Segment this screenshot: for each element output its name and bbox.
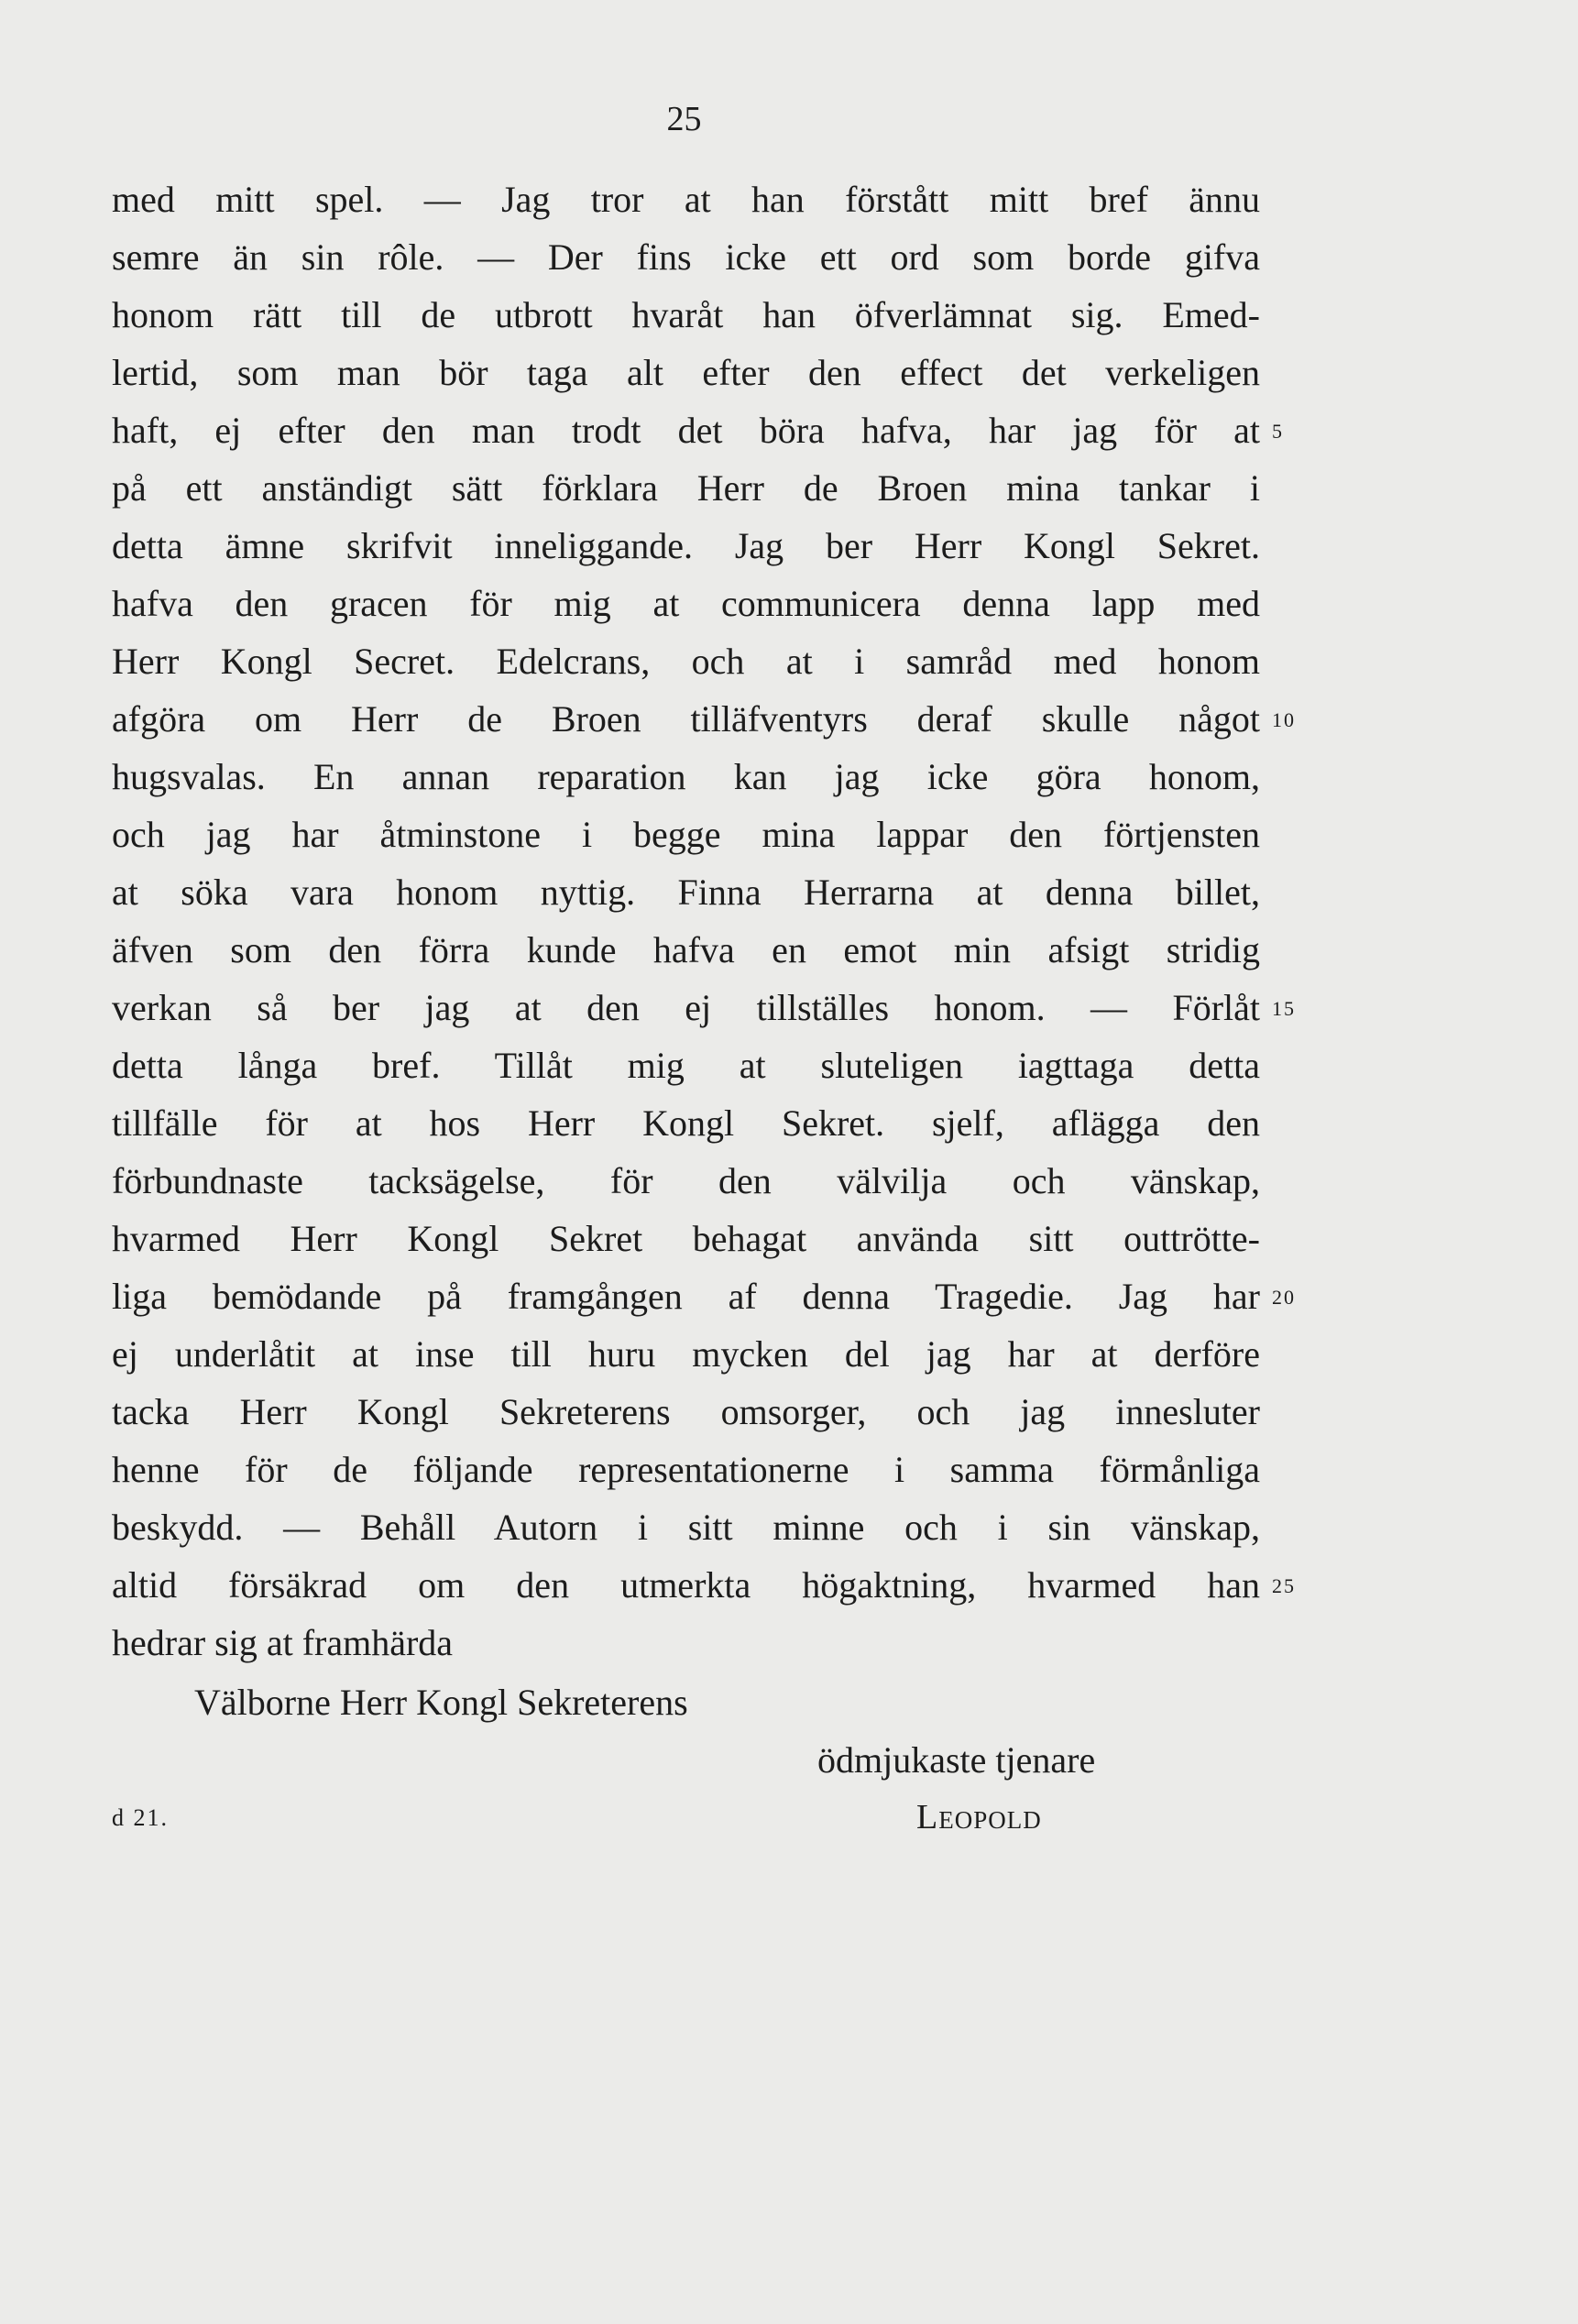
line-text: tacka Herr Kongl Sekreterens omsorger, och jag innesluter [112, 1391, 1260, 1432]
line-number: 20 [1272, 1286, 1296, 1309]
text-line [112, 806, 1260, 863]
line-text: hvarmed Herr Kongl Sekret behagat använda sitt outtrötte- [112, 1218, 1260, 1259]
signature: Leopold [916, 1798, 1042, 1836]
page-number: 25 [666, 100, 702, 138]
text-line [112, 1614, 1260, 1672]
line-text: liga bemödande på framgången af denna Tragedie. Jag har [112, 1276, 1260, 1317]
closing-salutation: Välborne Herr Kongl Sekreterens [194, 1682, 688, 1723]
text-line [112, 1325, 1260, 1383]
text-line [112, 1267, 1296, 1325]
line-text: förbundnaste tacksägelse, för den välvilja och vänskap, [112, 1160, 1260, 1201]
line-text: henne för de följande representationerne i samma förmånliga [112, 1449, 1260, 1490]
text-line [112, 459, 1260, 517]
text-line [112, 575, 1260, 632]
text-line [112, 748, 1260, 806]
line-text: altid försäkrad om den utmerkta högaktning, hvarmed han [112, 1564, 1260, 1606]
line-text: på ett anständigt sätt förklara Herr de Broen mina tankar i [112, 467, 1260, 509]
line-text: verkan så ber jag at den ej tillställes honom. — Förlåt [112, 987, 1260, 1028]
line-text: semre än sin rôle. — Der fins icke ett ord som borde gifva [112, 236, 1260, 278]
text-line [112, 1210, 1260, 1267]
line-number: 10 [1272, 708, 1296, 731]
line-text: och jag har åtminstone i begge mina lappar den förtjensten [112, 814, 1260, 855]
text-line [112, 632, 1260, 690]
signoff: ödmjukaste tjenare [817, 1739, 1096, 1781]
text-line [112, 979, 1296, 1036]
line-text: at söka vara honom nyttig. Finna Herrarna at denna billet, [112, 872, 1260, 913]
line-text: hafva den gracen för mig at communicera denna lapp med [112, 583, 1260, 624]
text-line [112, 1556, 1296, 1614]
letter-date: d 21. [112, 1804, 169, 1831]
line-text: afgöra om Herr de Broen tilläfventyrs deraf skulle något [112, 698, 1260, 740]
text-line [112, 228, 1260, 286]
text-line [112, 1498, 1260, 1556]
text-line [112, 1441, 1260, 1498]
text-line [112, 1036, 1260, 1094]
text-line [112, 344, 1260, 401]
line-text: äfven som den förra kunde hafva en emot min afsigt stridig [112, 929, 1260, 970]
text-line [112, 517, 1260, 575]
text-line [112, 1383, 1260, 1441]
text-line [112, 286, 1260, 344]
text-line [112, 921, 1260, 979]
line-text: hedrar sig at framhärda [112, 1622, 454, 1663]
text-line [112, 690, 1296, 748]
text-line [112, 170, 1260, 228]
text-line [112, 1152, 1260, 1210]
letter-body [112, 170, 1296, 1672]
line-text: tillfälle för at hos Herr Kongl Sekret. sjelf, aflägga den [112, 1102, 1260, 1144]
line-text: med mitt spel. — Jag tror at han förstått mitt bref ännu [112, 179, 1260, 220]
line-number: 25 [1272, 1574, 1296, 1597]
line-text: detta ämne skrifvit inneliggande. Jag ber Herr Kongl Sekret. [112, 525, 1260, 566]
line-text: honom rätt till de utbrott hvaråt han öfverlämnat sig. Emed- [112, 294, 1260, 335]
text-line [112, 1094, 1260, 1152]
line-text: ej underlåtit at inse till huru mycken del jag har at derföre [112, 1333, 1260, 1375]
text-line [112, 401, 1284, 459]
line-number: 15 [1272, 997, 1296, 1020]
line-text: detta långa bref. Tillåt mig at sluteligen iagttaga detta [112, 1045, 1260, 1086]
line-text: haft, ej efter den man trodt det böra hafva, har jag för at [112, 410, 1260, 451]
text-line [112, 863, 1260, 921]
line-text: hugsvalas. En annan reparation kan jag icke göra honom, [112, 756, 1260, 797]
line-text: Herr Kongl Secret. Edelcrans, och at i samråd med honom [112, 641, 1260, 682]
line-text: lertid, som man bör taga alt efter den effect det verkeligen [112, 352, 1260, 393]
line-number: 5 [1272, 420, 1284, 443]
line-text: beskydd. — Behåll Autorn i sitt minne och i sin vänskap, [112, 1507, 1260, 1548]
